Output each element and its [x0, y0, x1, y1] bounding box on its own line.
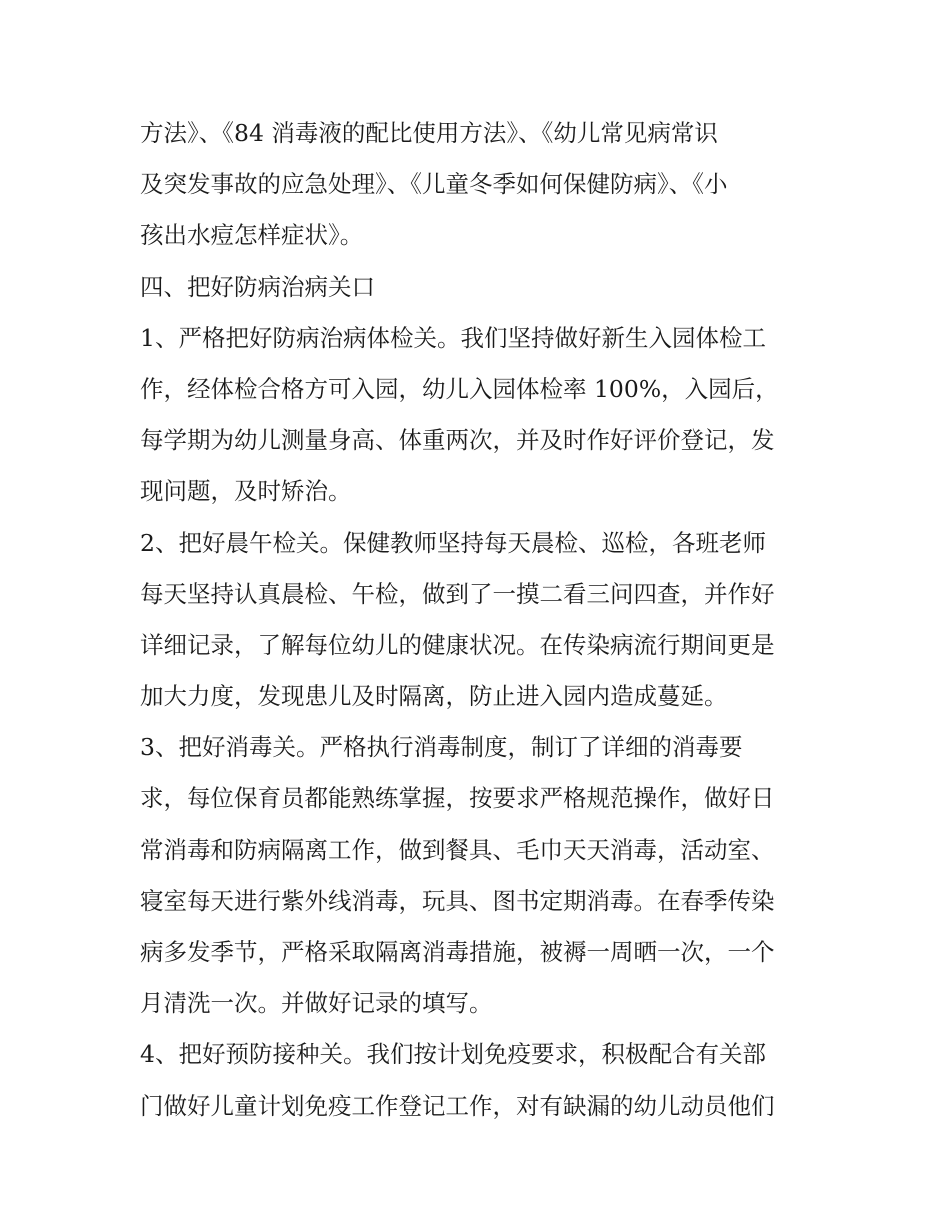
text-line: 每天坚持认真晨检、午检，做到了一摸二看三问四查，并作好 [140, 579, 775, 608]
text-line: 求，每位保育员都能熟练掌握，按要求严格规范操作，做好日 [140, 784, 775, 813]
text-line: 月清洗一次。并做好记录的填写。 [140, 989, 493, 1018]
text-line: 3、把好消毒关。严格执行消毒制度，制订了详细的消毒要 [140, 733, 743, 762]
text-line: 常消毒和防病隔离工作，做到餐具、毛巾天天消毒，活动室、 [140, 835, 775, 864]
section-heading: 四、把好防病治病关口 [140, 272, 375, 301]
text-line: 4、把好预防接种关。我们按计划免疫要求，积极配合有关部 [140, 1040, 766, 1069]
text-line: 作，经体检合格方可入园，幼儿入园体检率 100%，入园后， [140, 374, 779, 403]
text-line: 病多发季节，严格采取隔离消毒措施，被褥一周晒一次，一个 [140, 938, 775, 966]
text-line: 加大力度，发现患儿及时隔离，防止进入园内造成蔓延。 [140, 682, 728, 711]
text-line: 门做好儿童计划免疫工作登记工作，对有缺漏的幼儿动员他们 [140, 1091, 775, 1120]
text-line: 1、严格把好防病治病体检关。我们坚持做好新生入园体检工 [140, 323, 766, 352]
text-line: 孩出水痘怎样症状》。 [140, 221, 364, 250]
text-line: 每学期为幼儿测量身高、体重两次，并及时作好评价登记，发 [140, 426, 775, 455]
text-line: 2、把好晨午检关。保健教师坚持每天晨检、巡检，各班老师 [140, 528, 766, 557]
body-text [140, 108, 830, 1132]
text-line: 及突发事故的应急处理》、《儿童冬季如何保健防病》、《小 [140, 170, 728, 199]
text-line: 方法》、《84 消毒液的配比使用方法》、《幼儿常见病常识 [140, 119, 718, 147]
text-line: 现问题，及时矫治。 [140, 477, 352, 506]
text-line: 寝室每天进行紫外线消毒，玩具、图书定期消毒。在春季传染 [140, 886, 775, 915]
text-line: 详细记录，了解每位幼儿的健康状况。在传染病流行期间更是 [140, 630, 775, 659]
